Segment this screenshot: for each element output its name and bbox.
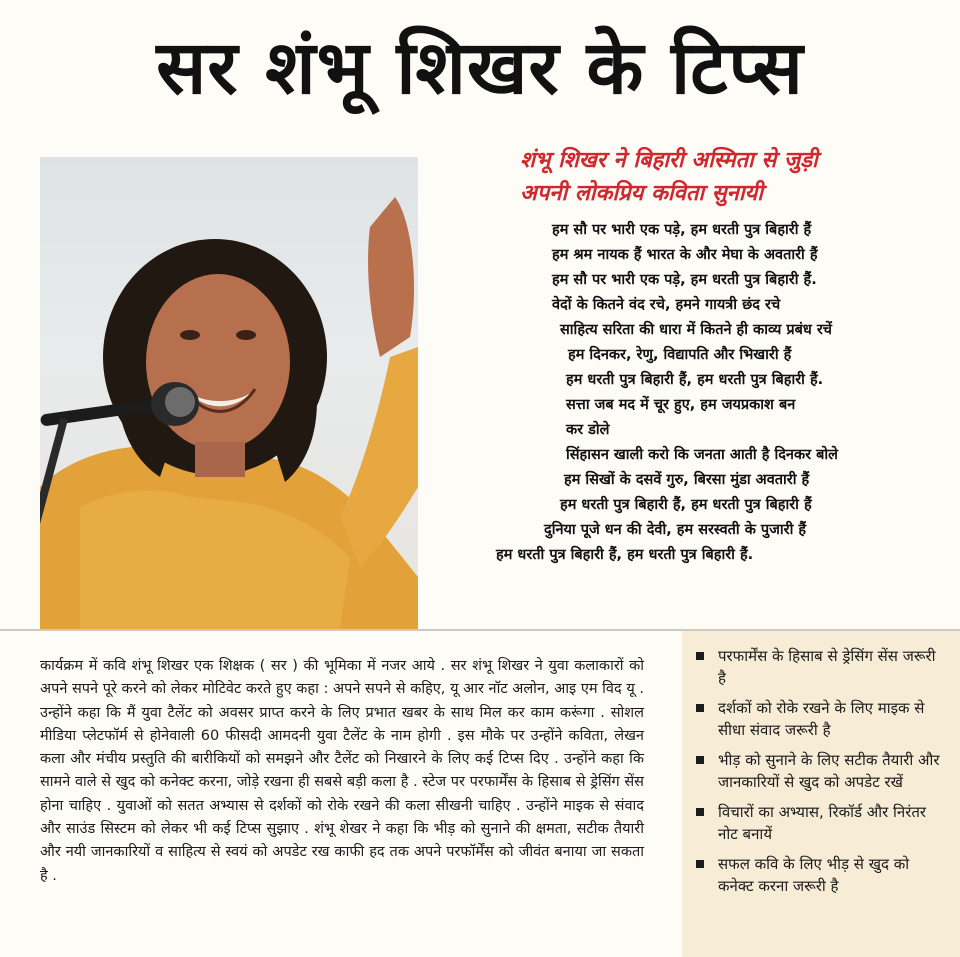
poem-line: हम धरती पुत्र बिहारी हैं, हम धरती पुत्र बिहारी हैं. bbox=[566, 372, 824, 388]
poem-line: कर डोले bbox=[566, 422, 610, 438]
tip-item bbox=[682, 853, 960, 897]
poem-title bbox=[520, 144, 940, 210]
bullet-icon bbox=[696, 704, 704, 712]
poet-illustration bbox=[40, 157, 418, 629]
headline: सर शंभू शिखर के टिप्स bbox=[156, 25, 804, 111]
tip-item bbox=[682, 749, 960, 793]
bullet-icon bbox=[696, 860, 704, 868]
poem-line: हम धरती पुत्र बिहारी हैं, हम धरती पुत्र बिहारी हैं bbox=[560, 497, 812, 513]
poem-line: हम सिखों के दसवें गुरु, बिरसा मुंडा अवतारी हैं bbox=[564, 472, 810, 488]
poem-line: दुनिया पूजे धन की देवी, हम सरस्वती के पुजारी हैं bbox=[544, 522, 807, 538]
poem-line: हम धरती पुत्र बिहारी हैं, हम धरती पुत्र बिहारी हैं. bbox=[496, 547, 754, 563]
bullet-icon bbox=[696, 756, 704, 764]
poem-line: वेदों के कितने वंद रचे, हमने गायत्री छंद रचे bbox=[552, 297, 781, 313]
poem-line: साहित्य सरिता की धारा में कितने ही काव्य प्रबंध रचें bbox=[560, 322, 832, 338]
tip-item bbox=[682, 801, 960, 845]
tips-list bbox=[682, 631, 960, 897]
bullet-icon bbox=[696, 652, 704, 660]
tips-box bbox=[682, 631, 960, 957]
poem-line: हम सौ पर भारी एक पड़े, हम धरती पुत्र बिहारी हैं bbox=[552, 222, 812, 238]
tip-item bbox=[682, 697, 960, 741]
poem-title-line1: शंभू शिखर ने बिहारी अस्मिता से जुड़ी bbox=[520, 148, 818, 173]
tip-text: विचारों का अभ्यास, रिकॉर्ड और निरंतर नोट बनायें bbox=[718, 803, 927, 843]
poem-line: सत्ता जब मद में चूर हुए, हम जयप्रकाश बन bbox=[566, 397, 796, 413]
tip-text: परफार्मेंस के हिसाब से ड्रेसिंग सेंस जरूरी है bbox=[718, 647, 936, 687]
poem-line: हम दिनकर, रेणु, विद्यापति और भिखारी हैं bbox=[568, 347, 792, 363]
poem-title-line2: अपनी लोकप्रिय कविता सुनायी bbox=[520, 181, 763, 206]
poem-line: हम श्रम नायक हैं भारत के और मेघा के अवतारी हैं bbox=[552, 247, 818, 263]
tip-text: दर्शकों को रोके रखने के लिए माइक से सीधा संवाद जरूरी है bbox=[718, 699, 925, 739]
tip-text: भीड़ को सुनाने के लिए सटीक तैयारी और जानकारियों से खुद को अपडेट रखें bbox=[718, 751, 940, 791]
poem-line: हम सौ पर भारी एक पड़े, हम धरती पुत्र बिहारी हैं. bbox=[552, 272, 817, 288]
article-body: कार्यक्रम में कवि शंभू शिखर एक शिक्षक ( सर ) की भूमिका में नजर आये . सर शंभू शिखर ने युवा कलाकारों को अपने सपने पूरे करने को लेकर मोटिवेट करते हुए कहा : अपने सपने से कहिए, यू आर नॉट अलोन, आइ एम विद यू . उन्होंने कहा कि मैं युवा टैलेंट को अवसर प्राप्त करने के लिए प्रभात खबर के साथ मिल कर काम करूंगा . सोशल मीडिया प्लेटफॉर्म से होनेवाली 60 फीसदी आमदनी युवा टैलेंट के नाम होगी . इस मौके पर उन्होंने कविता, लेखन कला और मंचीय प्रस्तुति की बारीकियों को समझने और टैलेंट को निखारने के लिए कई टिप्स दिए . उन्होंने कहा कि सामने वाले से खुद को कनेक्ट करना, जोड़े रखना ही सबसे बड़ी कला है . स्टेज पर परफार्मेंस के हिसाब से ड्रेसिंग सेंस होना चाहिए . युवाओं को सतत अभ्यास से दर्शकों को रोके रखने की कला सीखनी चाहिए . उन्होंने माइक से संवाद और साउंड सिस्टम को लेकर भी कई टिप्स सुझाए . शंभू शेखर ने कहा कि भीड़ को सुनाने की क्षमता, सटीक तैयारी और नयी जानकारियों व साहित्य से स्वयं को अपडेट रख काफी हद तक अपने परफॉर्मेंस को जीवंत बनाया जा सकता है . bbox=[40, 658, 644, 884]
tip-text: सफल कवि के लिए भीड़ से खुद को कनेक्ट करना जरूरी है bbox=[718, 855, 910, 895]
tip-item bbox=[682, 645, 960, 689]
poet-photo bbox=[40, 157, 418, 629]
poem-line: सिंहासन खाली करो कि जनता आती है दिनकर बोले bbox=[566, 447, 838, 463]
bullet-icon bbox=[696, 808, 704, 816]
